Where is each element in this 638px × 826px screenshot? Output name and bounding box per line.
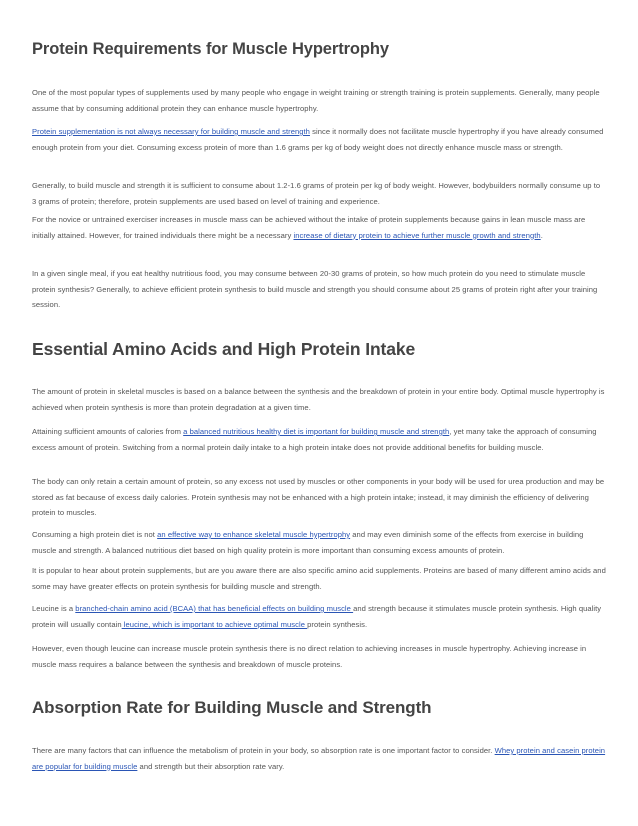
paragraph: The amount of protein in skeletal muscles is based on a balance between the synthesis and the breakdown of protein in your entire body. Optimal muscle hypertrophy is achieved when protein synthesis is more than protein degradation at a given time.: [32, 387, 605, 412]
paragraph: Leucine is a branched-chain amino acid (BCAA) that has beneficial effects on building muscle and strength because it stimulates muscle protein synthesis. High quality protein will usually contain leucine, which is important to achieve optimal muscle protein synthesis.: [32, 604, 602, 629]
paragraph: Protein supplementation is not always necessary for building muscle and strength since it normally does not facilitate muscle hypertrophy if you have already consumed enough protein from your diet. Consuming excess protein of more than 1.6 grams per kg of body weight does not directly enhance muscle mass or strength.: [32, 127, 604, 152]
paragraph: Attaining sufficient amounts of calories from a balanced nutritious healthy diet is important for building muscle and strength, yet many take the approach of consuming excess amount of protein. Switching from a normal protein daily intake to a high protein intake does not provide additional benefits for building muscle.: [32, 427, 597, 452]
paragraph: Generally, to build muscle and strength it is sufficient to consume about 1.2-1.6 grams of protein per kg of body weight. However, bodybuilders normally consume up to 3 grams of protein; therefore, protein supplements are used based on level of training and experience.: [32, 181, 601, 206]
paragraph: However, even though leucine can increase muscle protein synthesis there is no direct relation to achieving increases in muscle hypertrophy. Achieving increase in muscle mass requires a balance between the synthesis and breakdown of muscle proteins.: [32, 644, 587, 669]
link-bcaa[interactable]: branched-chain amino acid (BCAA) that has beneficial effects on building muscle: [75, 604, 354, 613]
paragraph: One of the most popular types of supplements used by many people who engage in weight training or strength training is protein supplements. Generally, many people assume that by consuming additional protein they can enhance muscle hypertrophy.: [32, 88, 600, 113]
link-protein-supplementation[interactable]: Protein supplementation is not always necessary for building muscle and strength: [32, 127, 310, 136]
link-whey-casein-protein[interactable]: Whey protein and casein protein are popular for building muscle: [32, 746, 606, 771]
paragraph: There are many factors that can influence the metabolism of protein in your body, so absorption rate is one important factor to consider. Whey protein and casein protein are popular for building muscle and strength but their absorption rate vary.: [32, 746, 606, 771]
section-heading-essential-amino-acids: Essential Amino Acids and High Protein Intake: [32, 339, 416, 359]
paragraph: In a given single meal, if you eat healthy nutritious food, you may consume between 20-30 grams of protein, so how much protein do you need to stimulate muscle protein synthesis? Generally, to achieve efficient protein synthesis to build muscle and strength you should consume about 25 grams of protein right after your training session.: [32, 269, 598, 309]
link-balanced-nutritious-diet[interactable]: a balanced nutritious healthy diet is important for building muscle and strength: [183, 427, 450, 436]
link-increase-dietary-protein[interactable]: increase of dietary protein to achieve further muscle growth and strength: [293, 230, 541, 240]
section-heading-absorption-rate: Absorption Rate for Building Muscle and Strength: [32, 698, 432, 717]
section-heading-protein-requirements: Protein Requirements for Muscle Hypertrophy: [32, 40, 389, 58]
paragraph: Consuming a high protein diet is not an effective way to enhance skeletal muscle hypertrophy and may even diminish some of the effects from exercise in building muscle and strength. A balanced nutritious diet based on high quality protein is more important than consuming excess amounts of protein.: [32, 530, 584, 555]
link-effective-way-hypertrophy[interactable]: an effective way to enhance skeletal muscle hypertrophy: [157, 530, 351, 539]
paragraph: For the novice or untrained exerciser increases in muscle mass can be achieved without the intake of protein supplements because gains in lean muscle mass are initially attained. However, for trained individuals there might be a necessary increase of dietary protein to achieve further muscle growth and strength.: [32, 215, 586, 240]
link-leucine[interactable]: leucine, which is important to achieve optimal muscle: [121, 619, 308, 629]
paragraph: It is popular to hear about protein supplements, but are you aware there are also specific amino acid supplements. Proteins are based of many different amino acids and some may have greater effects on protein synthesis for building muscle and strength.: [32, 566, 606, 591]
paragraph: The body can only retain a certain amount of protein, so any excess not used by muscles or other components in your body will be used for urea production and may be stored as fat because of excess daily calories. Protein synthesis may not be enhanced with a high protein intake; instead, it may diminish the efficiency of delivering protein to muscles.: [32, 477, 605, 517]
